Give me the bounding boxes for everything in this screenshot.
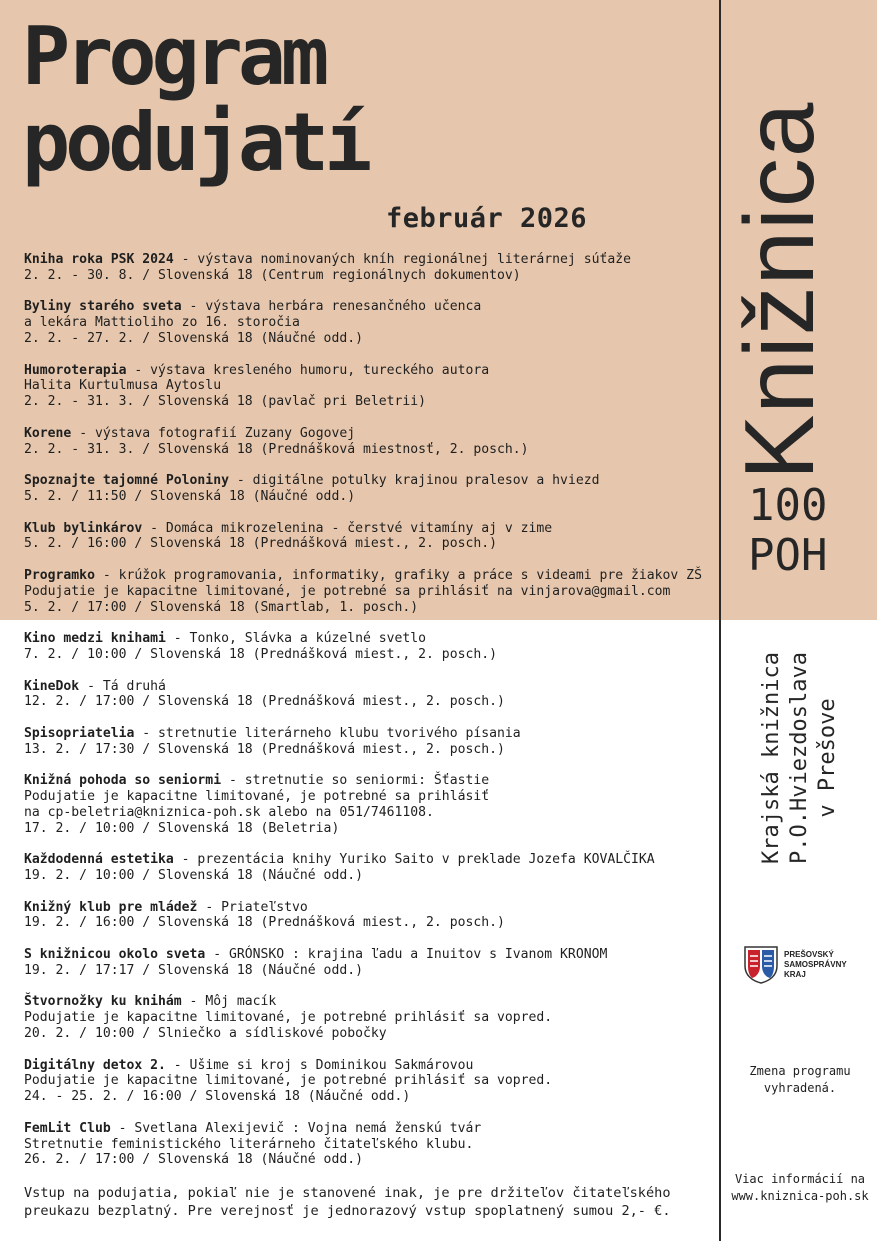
event-detail: Podujatie je kapacitne limitované, je potrebné prihlásiť sa vopred. (24, 1010, 553, 1026)
event-date-place: 5. 2. / 11:50 / Slovenská 18 (Náučné odd.) (24, 488, 356, 504)
event-title: Klub bylinkárov (24, 520, 143, 536)
event-item (24, 631, 714, 663)
event-title: Korene (24, 425, 72, 441)
change-note-line-2: vyhradená. (763, 1081, 837, 1095)
event-description: - výstava herbára renesančného učenca (181, 299, 482, 315)
event-item (24, 726, 714, 758)
event-description: - Priateľstvo (197, 899, 308, 915)
org-line-1: Krajská knižnica (759, 652, 784, 864)
event-headline (24, 252, 714, 268)
event-item (24, 900, 714, 932)
psk-logo (744, 946, 847, 984)
event-date-place: 2. 2. - 30. 8. / Slovenská 18 (Centrum regionálnych dokumentov) (24, 267, 521, 283)
event-date-place: 5. 2. / 17:00 / Slovenská 18 (Smartlab, 1. posch.) (24, 599, 419, 615)
month-subtitle: február 2026 (386, 203, 588, 234)
event-headline (24, 473, 714, 489)
psk-line-1: PREŠOVSKÝ (784, 950, 834, 959)
event-headline (24, 726, 714, 742)
change-note-line-1: Zmena programu (749, 1064, 851, 1078)
event-title: Štvornožky ku knihám (24, 994, 182, 1010)
event-date-place: 26. 2. / 17:00 / Slovenská 18 (Náučné odd.) (24, 1152, 363, 1168)
event-item (24, 299, 714, 346)
event-title: Programko (24, 567, 95, 583)
event-headline (24, 521, 714, 537)
event-item (24, 947, 714, 979)
entry-note-line-1: Vstup na podujatia, pokiaľ nie je stanovené inak, je pre držiteľov čitateľského (24, 1185, 671, 1201)
event-item (24, 473, 714, 505)
event-date-place: 13. 2. / 17:30 / Slovenská 18 (Prednášková miest., 2. posch.) (24, 741, 505, 757)
event-headline (24, 568, 714, 584)
event-headline (24, 1058, 714, 1074)
event-headline (24, 1121, 714, 1137)
program-change-note (730, 1063, 870, 1097)
event-title: Kino medzi knihami (24, 631, 166, 647)
event-headline (24, 994, 714, 1010)
vertical-divider (719, 0, 721, 1241)
event-date-place: 12. 2. / 17:00 / Slovenská 18 (Prednášková miest., 2. posch.) (24, 694, 505, 710)
event-title: Humoroterapia (24, 362, 127, 378)
event-date-place: 2. 2. - 31. 3. / Slovenská 18 (pavlač pri Beletrii) (24, 394, 427, 410)
event-detail: Podujatie je kapacitne limitované, je potrebné prihlásiť sa vopred. (24, 1073, 553, 1089)
event-date-place: 20. 2. / 10:00 / Slniečko a sídliskové pobočky (24, 1026, 387, 1042)
info-note (730, 1171, 870, 1205)
event-title: Spoznajte tajomné Poloniny (24, 473, 229, 489)
event-title: Knižná pohoda so seniormi (24, 773, 222, 789)
event-detail: Halita Kurtulmusa Aytoslu (24, 378, 222, 394)
event-title: Každodenná estetika (24, 852, 174, 868)
event-title: Byliny starého sveta (24, 299, 182, 315)
event-date-place: 17. 2. / 10:00 / Slovenská 18 (Beletria) (24, 820, 340, 836)
event-date-place: 24. - 25. 2. / 16:00 / Slovenská 18 (Náučné odd.) (24, 1089, 411, 1105)
title-line-1: Program (22, 10, 325, 103)
event-item (24, 1121, 714, 1168)
event-date-place: 19. 2. / 10:00 / Slovenská 18 (Náučné odd.) (24, 868, 363, 884)
event-headline (24, 852, 714, 868)
event-item (24, 521, 714, 553)
event-description: - stretnutie literárneho klubu tvorivého písania (134, 725, 521, 741)
event-list (24, 252, 714, 1184)
psk-line-3: KRAJ (784, 970, 806, 979)
event-description: - Tonko, Slávka a kúzelné svetlo (165, 631, 427, 647)
psk-text (784, 950, 847, 980)
event-item (24, 852, 714, 884)
event-title: Kniha roka PSK 2024 (24, 252, 174, 267)
page-title (22, 10, 368, 189)
event-title: KineDok (24, 678, 80, 694)
event-item (24, 679, 714, 711)
event-item (24, 252, 714, 284)
event-detail: na cp-beletria@kniznica-poh.sk alebo na 051/7461108. (24, 804, 434, 820)
org-line-2: P.O.Hviezdoslava (787, 652, 812, 864)
event-detail: Podujatie je kapacitne limitované, je potrebné sa prihlásiť na vinjarova@gmail.com (24, 583, 671, 599)
event-description: - prezentácia knihy Yuriko Saito v preklade Jozefa KOVALČIKA (173, 852, 655, 868)
entry-note (24, 1185, 671, 1220)
title-line-2: podujatí (22, 96, 368, 189)
event-detail: a lekára Mattioliho zo 16. storočia (24, 315, 300, 331)
event-headline (24, 900, 714, 916)
event-item (24, 773, 714, 836)
brand-name: Knižnica (724, 101, 834, 480)
event-description: - výstava nominovaných kníh regionálnej literárnej súťaže (173, 252, 632, 267)
event-description: - Tá druhá (79, 678, 166, 694)
event-description: - digitálne potulky krajinou pralesov a hviezd (228, 473, 600, 489)
event-title: FemLit Club (24, 1120, 111, 1136)
event-title: S knižnicou okolo sveta (24, 947, 206, 963)
event-title: Knižný klub pre mládež (24, 899, 198, 915)
event-description: - GRÓNSKO : krajina ľadu a Inuitov s Ivanom KRONOM (205, 947, 608, 963)
coat-of-arms-icon (744, 946, 778, 984)
org-line-3: v Prešove (815, 698, 840, 818)
event-headline (24, 363, 714, 379)
event-headline (24, 426, 714, 442)
event-item (24, 568, 714, 615)
event-title: Digitálny detox 2. (24, 1057, 166, 1073)
event-date-place: 5. 2. / 16:00 / Slovenská 18 (Prednášková miest., 2. posch.) (24, 536, 497, 552)
info-note-line-2[interactable]: www.kniznica-poh.sk (731, 1189, 869, 1203)
brand-number: 100 (748, 480, 828, 531)
event-description: - výstava kresleného humoru, tureckého autora (126, 362, 490, 378)
event-headline (24, 299, 714, 315)
event-date-place: 7. 2. / 10:00 / Slovenská 18 (Prednášková miest., 2. posch.) (24, 646, 497, 662)
info-note-line-1: Viac informácií na (734, 1172, 866, 1186)
event-description: - Svetlana Alexijevič : Vojna nemá ženskú tvár (110, 1120, 482, 1136)
event-headline (24, 773, 714, 789)
event-date-place: 19. 2. / 17:17 / Slovenská 18 (Náučné odd.) (24, 962, 363, 978)
event-detail: Podujatie je kapacitne limitované, je potrebné sa prihlásiť (24, 789, 490, 805)
event-item (24, 1058, 714, 1105)
event-headline (24, 631, 714, 647)
event-description: - krúžok programovania, informatiky, grafiky a práce s videami pre žiakov ZŠ (94, 567, 702, 583)
organization-name (758, 642, 842, 874)
event-description: - výstava fotografií Zuzany Gogovej (71, 425, 356, 441)
brand-abbr: POH (748, 530, 828, 581)
event-date-place: 2. 2. - 27. 2. / Slovenská 18 (Náučné odd.) (24, 330, 363, 346)
event-item (24, 363, 714, 410)
event-title: Spisopriatelia (24, 725, 135, 741)
event-item (24, 994, 714, 1041)
event-headline (24, 947, 714, 963)
event-date-place: 2. 2. - 31. 3. / Slovenská 18 (Prednášková miestnosť, 2. posch.) (24, 441, 529, 457)
event-headline (24, 679, 714, 695)
event-item (24, 426, 714, 458)
event-description: - Môj macík (181, 994, 277, 1010)
event-description: - Ušime si kroj s Dominikou Sakmárovou (165, 1057, 474, 1073)
event-description: - Domáca mikrozelenina - čerstvé vitamíny aj v zime (142, 520, 553, 536)
event-description: - stretnutie so seniormi: Šťastie (221, 773, 490, 789)
event-date-place: 19. 2. / 16:00 / Slovenská 18 (Prednášková miest., 2. posch.) (24, 915, 505, 931)
psk-line-2: SAMOSPRÁVNY (784, 960, 847, 969)
event-detail: Stretnutie feministického literárneho čitateľského klubu. (24, 1136, 474, 1152)
entry-note-line-2: preukazu bezplatný. Pre verejnosť je jednorazový vstup spoplatnený sumou 2,- €. (24, 1202, 671, 1219)
